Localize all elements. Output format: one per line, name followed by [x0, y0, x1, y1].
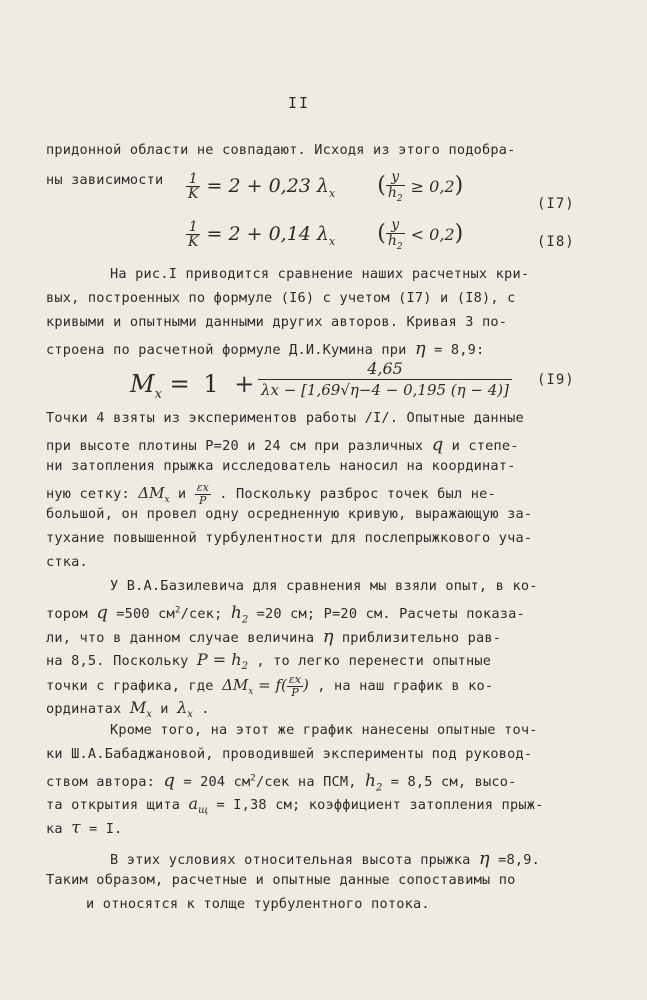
text-line-21: ки Ш.А.Бабаджановой, проводившей эксперименты под руковод- — [46, 746, 533, 762]
text-line-2: ны зависимости — [46, 172, 164, 188]
equation-number-18: (I8) — [537, 234, 575, 250]
text-line-12: тухание повышенной турбулентности для послепрыжкового уча- — [46, 530, 533, 546]
formula-17: $\frac{1}{K}$ = 2 + 0,23 $\lambda_x$ ( $\frac{y}{h_2}$ ≥ 0,2) — [188, 169, 464, 204]
page-number: II — [288, 94, 311, 112]
text-line-20: Кроме того, на этот же график нанесены опытные точ- — [110, 722, 538, 738]
formula-19-lhs: $M_x = 1$ + — [130, 370, 255, 402]
text-line-4: вых, построенных по формуле (I6) с учетом (I7) и (I8), с — [46, 290, 516, 306]
text-line-8: при высоте плотины P=20 и 24 см при различных q и степе- — [46, 434, 519, 455]
text-line-9: ни затопления прыжка исследователь наносил на координат- — [46, 458, 516, 474]
text-line-26: Таким образом, расчетные и опытные данные сопоставимы по — [46, 872, 516, 888]
text-line-1: придонной области не совпадают. Исходя из этого подобра- — [46, 142, 516, 158]
text-line-6: строена по расчетной формуле Д.И.Кумина при η = 8,9: — [46, 338, 485, 359]
text-line-19: ординатах $M_x$ и $\lambda_x$ . — [46, 698, 210, 721]
formula-18: $\frac{1}{K}$ = 2 + 0,14 $\lambda_x$ ( $\frac{y}{h_2}$ < 0,2) — [188, 217, 464, 252]
text-line-10: ную сетку: $\Delta M_x$ и $\frac{\varepsilon x}{P}$ . Поскольку разброс точек был не- — [46, 481, 496, 507]
equation-number-19: (I9) — [537, 372, 575, 388]
text-line-24: ка τ = I. — [46, 818, 123, 838]
text-line-13: стка. — [46, 554, 88, 570]
text-line-16: ли, что в данном случае величина η приблизительно рав- — [46, 626, 502, 647]
text-line-15: тором q =500 $см^2$/сек; $h_2 =20$ см; P=20 см. Расчеты показа- — [46, 602, 525, 626]
text-line-18: точки с графика, где $\Delta M_x = f$( $\frac{\varepsilon x}{P}$ ) , на наш график в ко- — [46, 673, 494, 699]
text-line-17: на 8,5. Поскольку $P = h_2$ , то легко перенести опытные — [46, 650, 492, 673]
equation-number-17: (I7) — [537, 196, 575, 212]
text-line-14: У В.А.Базилевича для сравнения мы взяли опыт, в ко- — [110, 578, 538, 594]
text-line-25: В этих условиях относительная высота прыжка η =8,9. — [110, 848, 541, 869]
formula-19-fraction: $\frac{4,65}{\lambda x - [1,69√\eta-4 - 0,195 (\eta - 4)]}$ — [258, 359, 512, 399]
text-line-27: и относятся к толще турбулентного потока. — [86, 896, 430, 912]
text-line-3: На рис.I приводится сравнение наших расчетных кри- — [110, 266, 530, 282]
text-line-22: ством автора: q = 204 $см^2$/сек на ПСМ, $h_2 = 8,5$ см, высо- — [46, 770, 517, 794]
text-line-7: Точки 4 взяты из экспериментов работы /I/. Опытные данные — [46, 410, 524, 426]
text-line-5: кривыми и опытными данными других авторов. Кривая 3 по- — [46, 314, 508, 330]
text-line-23: та открытия щита $a_щ = I,38$ см; коэффициент затопления прыж- — [46, 794, 544, 817]
text-line-11: большой, он провел одну осредненную кривую, выражающую за- — [46, 506, 533, 522]
